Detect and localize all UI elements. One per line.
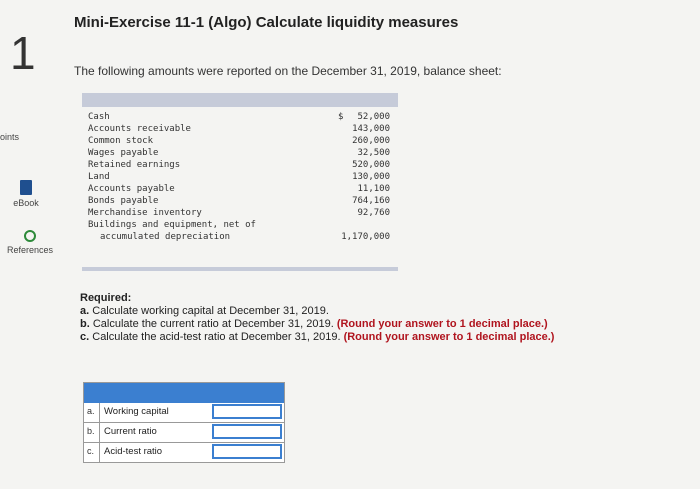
row-value: 52,000: [357, 112, 390, 122]
row-label: Accounts receivable: [88, 124, 191, 134]
item-letter: b.: [80, 318, 90, 330]
row-value: 520,000: [352, 160, 390, 170]
row-label: Cash: [88, 112, 110, 122]
row-value: 92,760: [357, 208, 390, 218]
table-row: [86, 207, 398, 219]
divider: [99, 403, 100, 422]
balance-sheet-body: [82, 107, 398, 263]
row-letter: b.: [87, 426, 95, 436]
row-value: 143,000: [352, 124, 390, 134]
references-label: References: [6, 245, 54, 255]
page-title: Mini-Exercise 11-1 (Algo) Calculate liquidity measures: [74, 14, 459, 31]
currency-symbol: $: [338, 112, 344, 122]
row-label: Current ratio: [104, 426, 157, 437]
current-ratio-input[interactable]: [212, 424, 282, 439]
row-value: 32,500: [357, 148, 390, 158]
ebook-label: eBook: [13, 198, 39, 208]
item-letter: c.: [80, 331, 90, 343]
balance-sheet: [82, 93, 398, 271]
answer-row-current-ratio: [84, 423, 284, 443]
row-label: Wages payable: [88, 148, 159, 158]
item-note: (Round your answer to 1 decimal place.): [336, 318, 548, 330]
required-section: [80, 292, 554, 344]
required-item-a: [80, 305, 554, 318]
balance-sheet-header-bar: [82, 93, 398, 107]
balance-sheet-footer-bar: [82, 267, 398, 271]
answer-table-header: [84, 383, 284, 403]
intro-text: The following amounts were reported on the December 31, 2019, balance sheet:: [74, 64, 502, 78]
item-text: Calculate the current ratio at December 31, 2019.: [92, 318, 334, 330]
answer-row-working-capital: [84, 403, 284, 423]
row-label: Retained earnings: [88, 160, 181, 170]
points-label: oints: [0, 132, 20, 142]
table-row: [86, 231, 398, 243]
table-row: [86, 219, 398, 231]
references-link[interactable]: [2, 230, 58, 255]
table-row: [86, 123, 398, 135]
row-label: Accounts payable: [88, 184, 175, 194]
item-text: Calculate the acid-test ratio at December 31, 2019.: [92, 331, 341, 343]
row-letter: c.: [87, 446, 95, 456]
references-icon: [24, 230, 36, 242]
required-item-c: [80, 331, 554, 344]
row-value: 1,170,000: [341, 232, 390, 242]
acid-test-ratio-input[interactable]: [212, 444, 282, 459]
row-value: 764,160: [352, 196, 390, 206]
row-label: Working capital: [104, 406, 169, 417]
table-row: [86, 171, 398, 183]
table-row: [86, 135, 398, 147]
row-letter: a.: [87, 406, 95, 416]
row-label: Merchandise inventory: [88, 208, 202, 218]
item-letter: a.: [80, 305, 90, 317]
row-value: 260,000: [352, 136, 390, 146]
working-capital-input[interactable]: [212, 404, 282, 419]
table-row: [86, 183, 398, 195]
table-row: [86, 111, 398, 123]
required-item-b: [80, 318, 554, 331]
row-label: Bonds payable: [88, 196, 159, 206]
row-label: Acid-test ratio: [104, 446, 163, 457]
row-value: 130,000: [352, 172, 390, 182]
ebook-link[interactable]: [2, 180, 50, 208]
item-note: (Round your answer to 1 decimal place.): [343, 331, 555, 343]
table-row: [86, 195, 398, 207]
required-heading: Required:: [80, 292, 132, 304]
row-value: 11,100: [357, 184, 390, 194]
row-label: Land: [88, 172, 110, 182]
table-row: [86, 147, 398, 159]
divider: [99, 443, 100, 462]
divider: [99, 423, 100, 442]
item-text: Calculate working capital at December 31, 2019.: [92, 305, 329, 317]
answer-row-acid-test-ratio: [84, 443, 284, 462]
row-label: Common stock: [88, 136, 154, 146]
book-icon: [20, 180, 32, 195]
table-row: [86, 159, 398, 171]
row-label: accumulated depreciation: [100, 232, 231, 242]
row-label: Buildings and equipment, net of: [88, 220, 256, 230]
answer-table: [83, 382, 285, 463]
question-number: 1: [10, 27, 36, 79]
